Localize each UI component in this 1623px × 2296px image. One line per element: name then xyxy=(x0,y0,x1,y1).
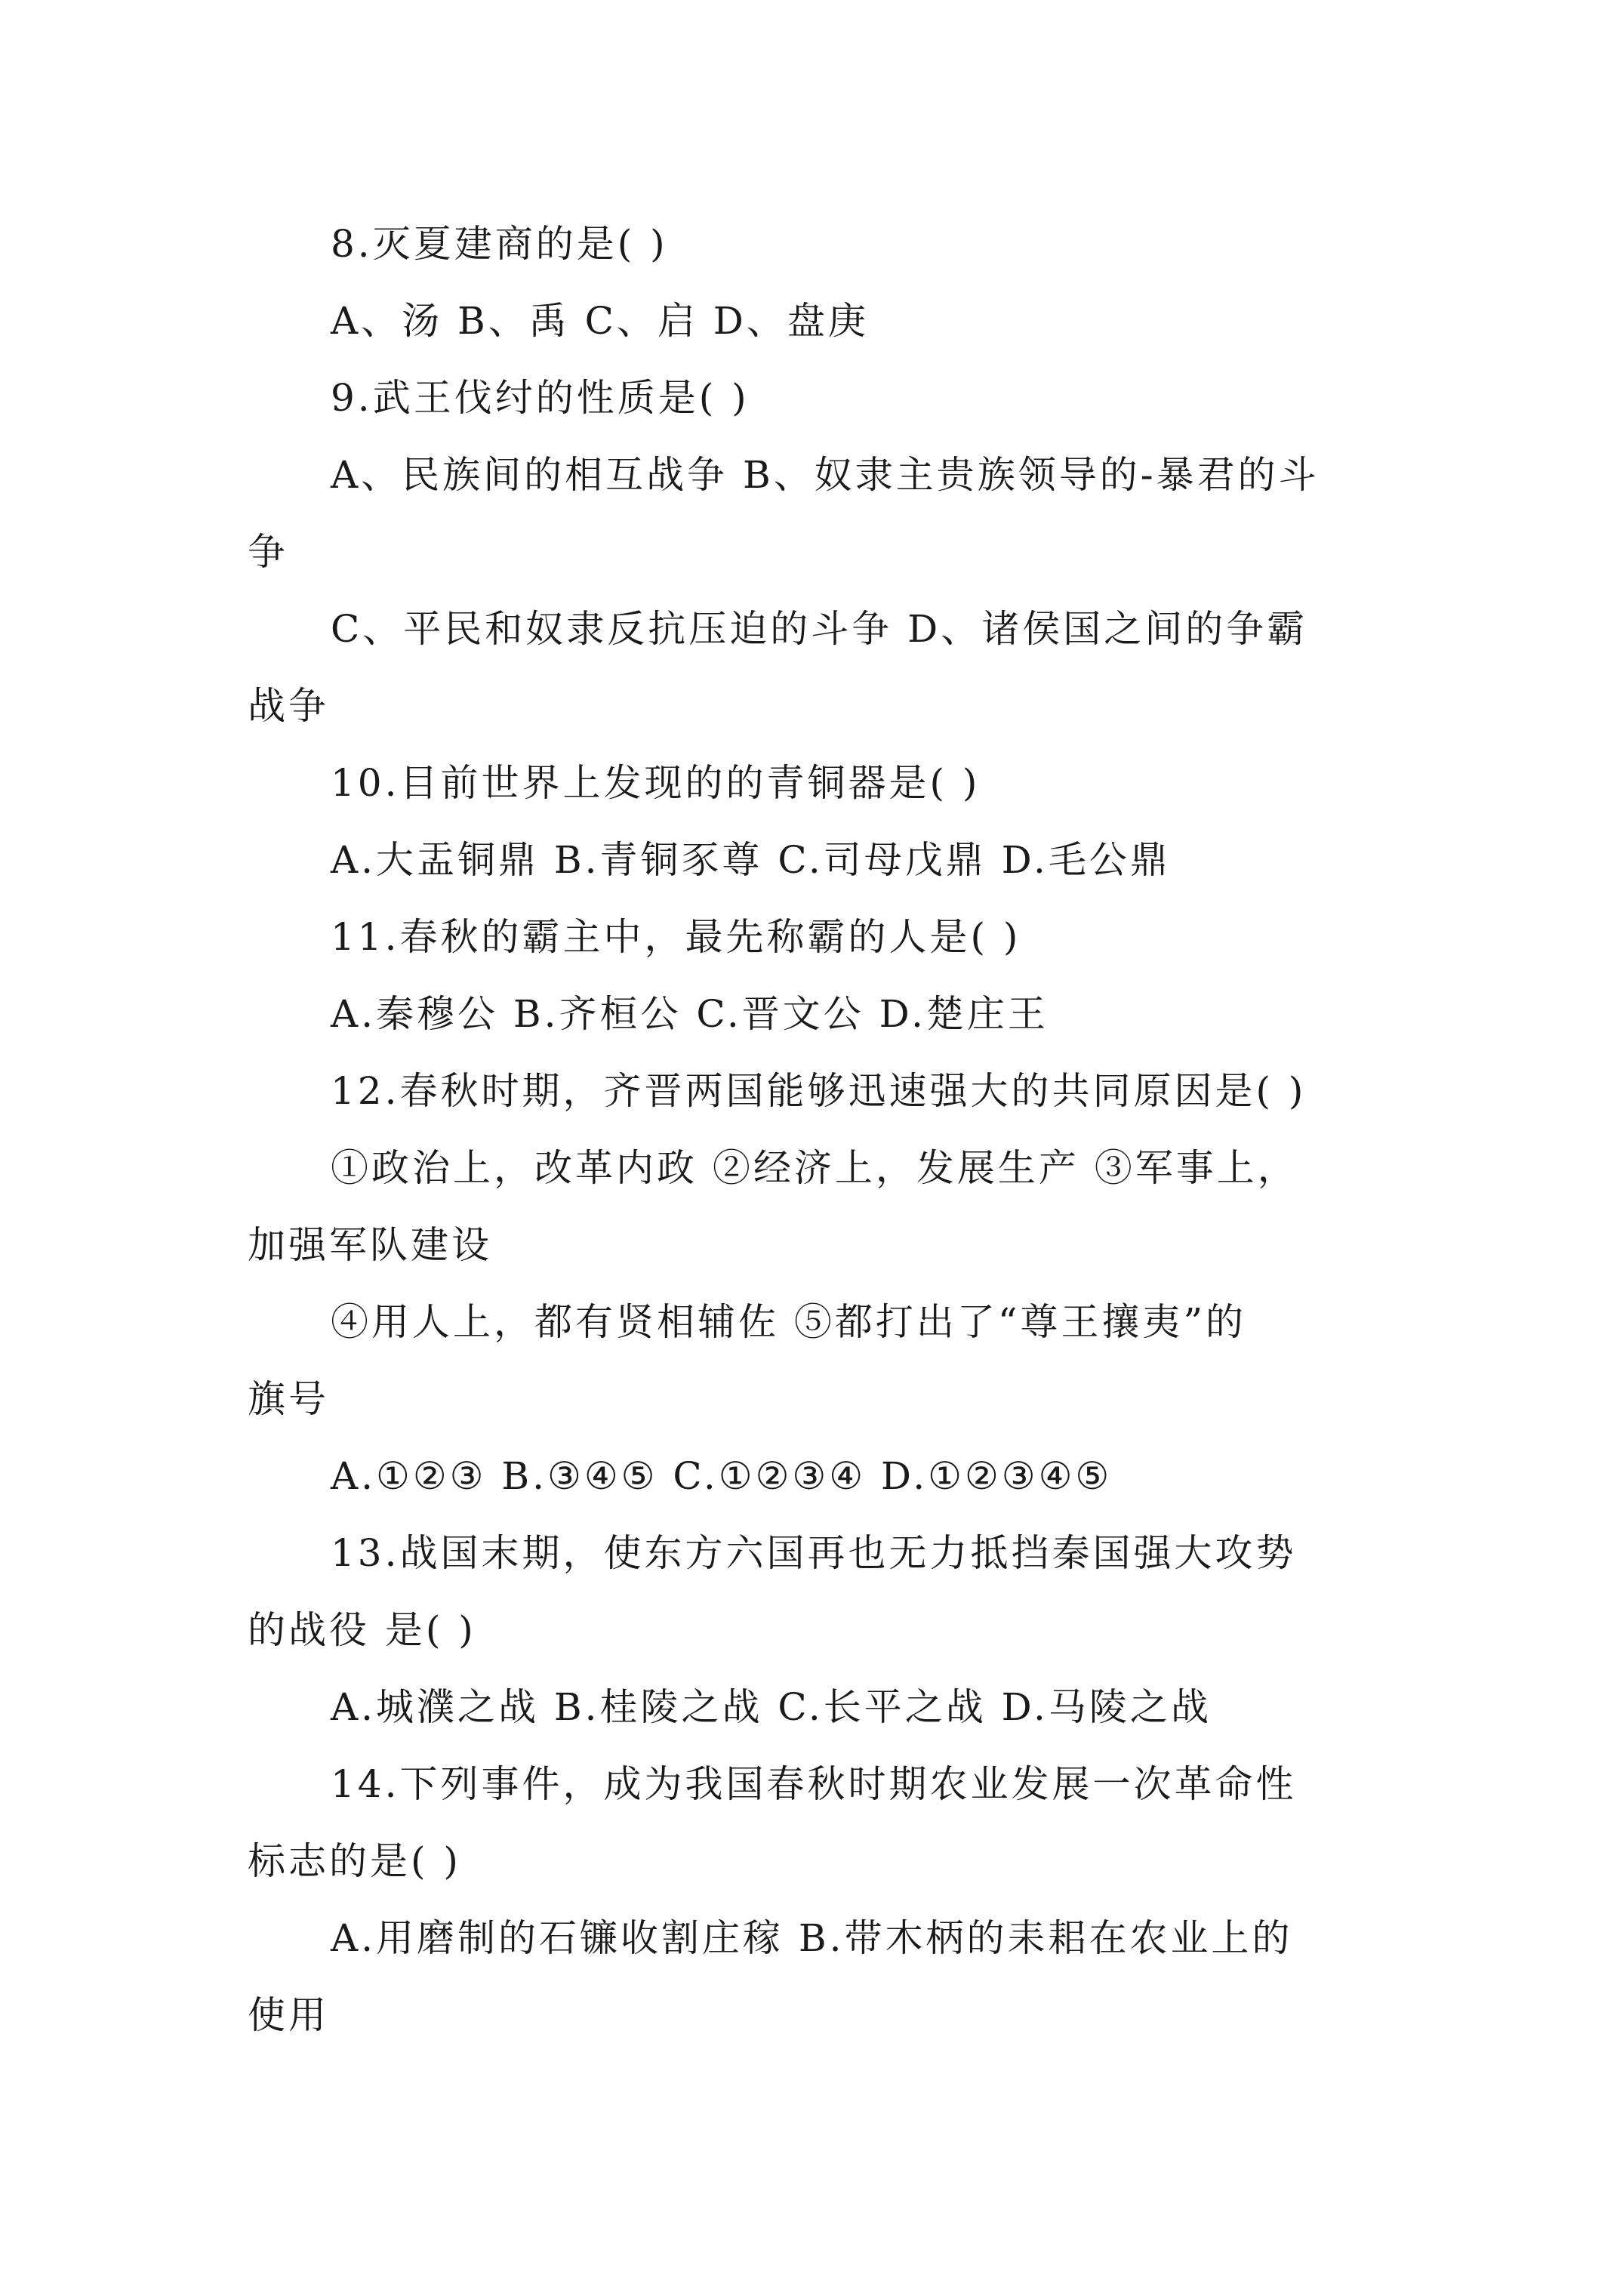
question-9-options: A、民族间的相互战争 B、奴隶主贵族领导的-暴君的斗 xyxy=(331,453,1320,497)
question-14-stem: 14.下列事件，成为我国春秋时期农业发展一次革命性 xyxy=(331,1762,1297,1806)
question-13-stem: 13.战国末期，使东方六国再也无力抵挡秦国强大攻势 xyxy=(331,1531,1297,1575)
question-9-options-2: C、平民和奴隶反抗压迫的斗争 D、诸侯国之间的争霸 xyxy=(331,607,1308,651)
question-11-stem: 11.春秋的霸主中，最先称霸的人是( ) xyxy=(331,915,1021,959)
question-12-stem: 12.春秋时期，齐晋两国能够迅速强大的共同原因是( ) xyxy=(331,1069,1307,1113)
question-13-stem-cont: 的战役 是( ) xyxy=(248,1608,476,1652)
question-13-options: A.城濮之战 B.桂陵之战 C.长平之战 D.马陵之战 xyxy=(331,1685,1212,1729)
question-9-options-2-cont: 战争 xyxy=(248,684,329,728)
question-12-items-cont: 加强军队建设 xyxy=(248,1223,492,1267)
question-8-options: A、汤 B、禹 C、启 D、盘庚 xyxy=(331,299,869,343)
question-11-options: A.秦穆公 B.齐桓公 C.晋文公 D.楚庄王 xyxy=(331,992,1049,1036)
question-9-stem: 9.武王伐纣的性质是( ) xyxy=(331,376,750,420)
question-14-options-cont: 使用 xyxy=(248,1993,329,2037)
question-12-items: ①政治上，改革内政 ②经济上，发展生产 ③军事上， xyxy=(331,1146,1298,1190)
question-12-items-2: ④用人上，都有贤相辅佐 ⑤都打出了“尊王攘夷”的 xyxy=(331,1300,1247,1344)
question-8-stem: 8.灭夏建商的是( ) xyxy=(331,222,668,266)
question-14-stem-cont: 标志的是( ) xyxy=(248,1839,461,1883)
question-12-options: A.①②③ B.③④⑤ C.①②③④ D.①②③④⑤ xyxy=(331,1454,1113,1498)
question-14-options: A.用磨制的石镰收割庄稼 B.带木柄的耒耜在农业上的 xyxy=(331,1916,1293,1960)
question-10-stem: 10.目前世界上发现的的青铜器是( ) xyxy=(331,761,981,805)
question-9-options-cont: 争 xyxy=(248,530,288,574)
question-10-options: A.大盂铜鼎 B.青铜豕尊 C.司母戊鼎 D.毛公鼎 xyxy=(331,838,1171,882)
question-12-items-2-cont: 旗号 xyxy=(248,1377,329,1421)
